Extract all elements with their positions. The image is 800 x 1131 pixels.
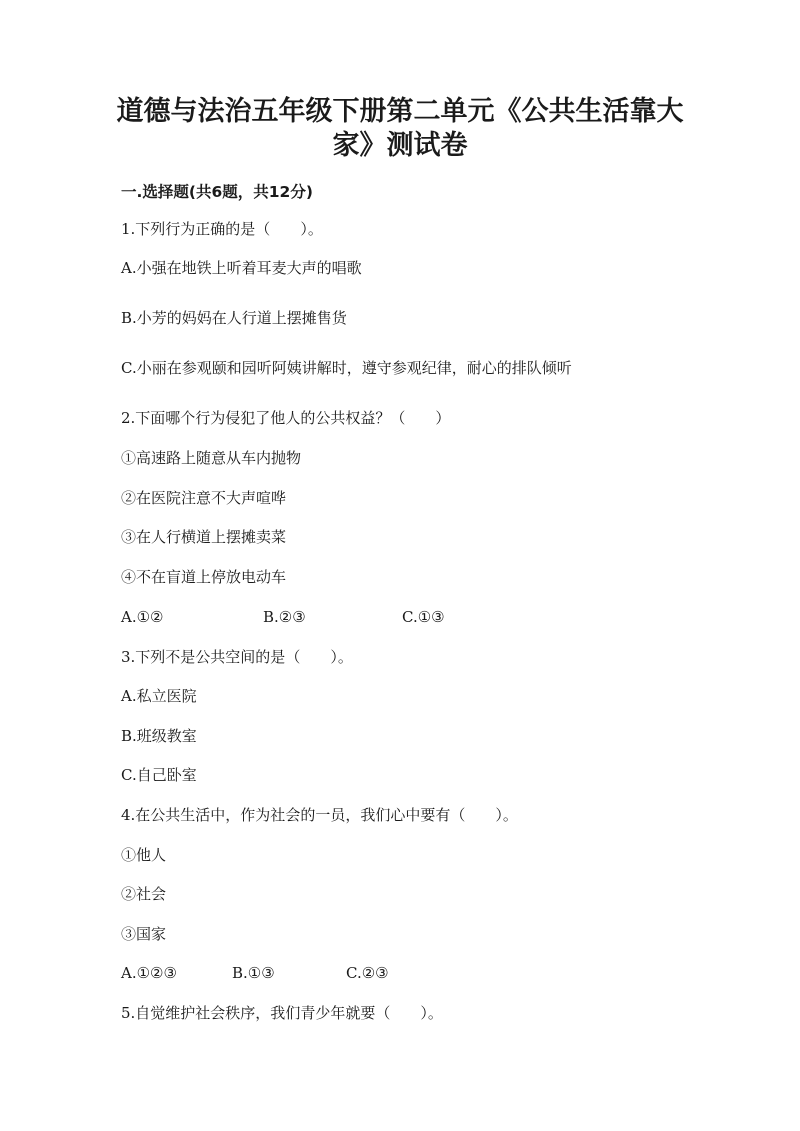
- question-2-option-a: A.①②: [121, 608, 164, 626]
- question-3-option-c: C.自己卧室: [121, 766, 197, 784]
- question-4-option-c: C.②③: [346, 964, 389, 982]
- section-heading: 一.选择题(共6题，共12分): [121, 183, 313, 201]
- question-2-options: [121, 607, 445, 627]
- question-2-statement-1: ①高速路上随意从车内抛物: [121, 449, 302, 467]
- page-title-line-1: 道德与法治五年级下册第二单元《公共生活靠大: [116, 96, 684, 127]
- question-4-stem: 4.在公共生活中，作为社会的一员，我们心中要有（ ）。: [121, 806, 518, 824]
- question-3-option-a: A.私立医院: [121, 687, 197, 705]
- question-2-statement-3: ③在人行横道上摆摊卖菜: [121, 528, 287, 546]
- question-3-stem: 3.下列不是公共空间的是（ ）。: [121, 648, 353, 666]
- question-3-option-b: B.班级教室: [121, 727, 197, 745]
- question-2-stem: 2.下面哪个行为侵犯了他人的公共权益？（ ）: [121, 409, 451, 427]
- question-2-statement-4: ④不在盲道上停放电动车: [121, 568, 287, 586]
- page-title-line-2: 家》测试卷: [332, 130, 468, 161]
- question-4-option-a: A.①②③: [121, 964, 177, 982]
- question-2-option-b: B.②③: [263, 608, 306, 626]
- question-2-option-c: C.①③: [402, 608, 445, 626]
- question-1-option-b: B.小芳的妈妈在人行道上摆摊售货: [121, 309, 347, 327]
- question-1-option-c: C.小丽在参观颐和园听阿姨讲解时，遵守参观纪律，耐心的排队倾听: [121, 359, 572, 377]
- question-4-statement-2: ②社会: [121, 885, 167, 903]
- question-1-stem: 1.下列行为正确的是（ ）。: [121, 220, 323, 238]
- question-4-statement-3: ③国家: [121, 925, 167, 943]
- question-2-statement-2: ②在医院注意不大声喧哗: [121, 489, 287, 507]
- question-4-option-b: B.①③: [232, 964, 275, 982]
- question-4-options: [121, 963, 389, 983]
- question-4-statement-1: ①他人: [121, 846, 167, 864]
- question-5-stem: 5.自觉维护社会秩序，我们青少年就要（ ）。: [121, 1004, 443, 1022]
- question-1-option-a: A.小强在地铁上听着耳麦大声的唱歌: [121, 259, 362, 277]
